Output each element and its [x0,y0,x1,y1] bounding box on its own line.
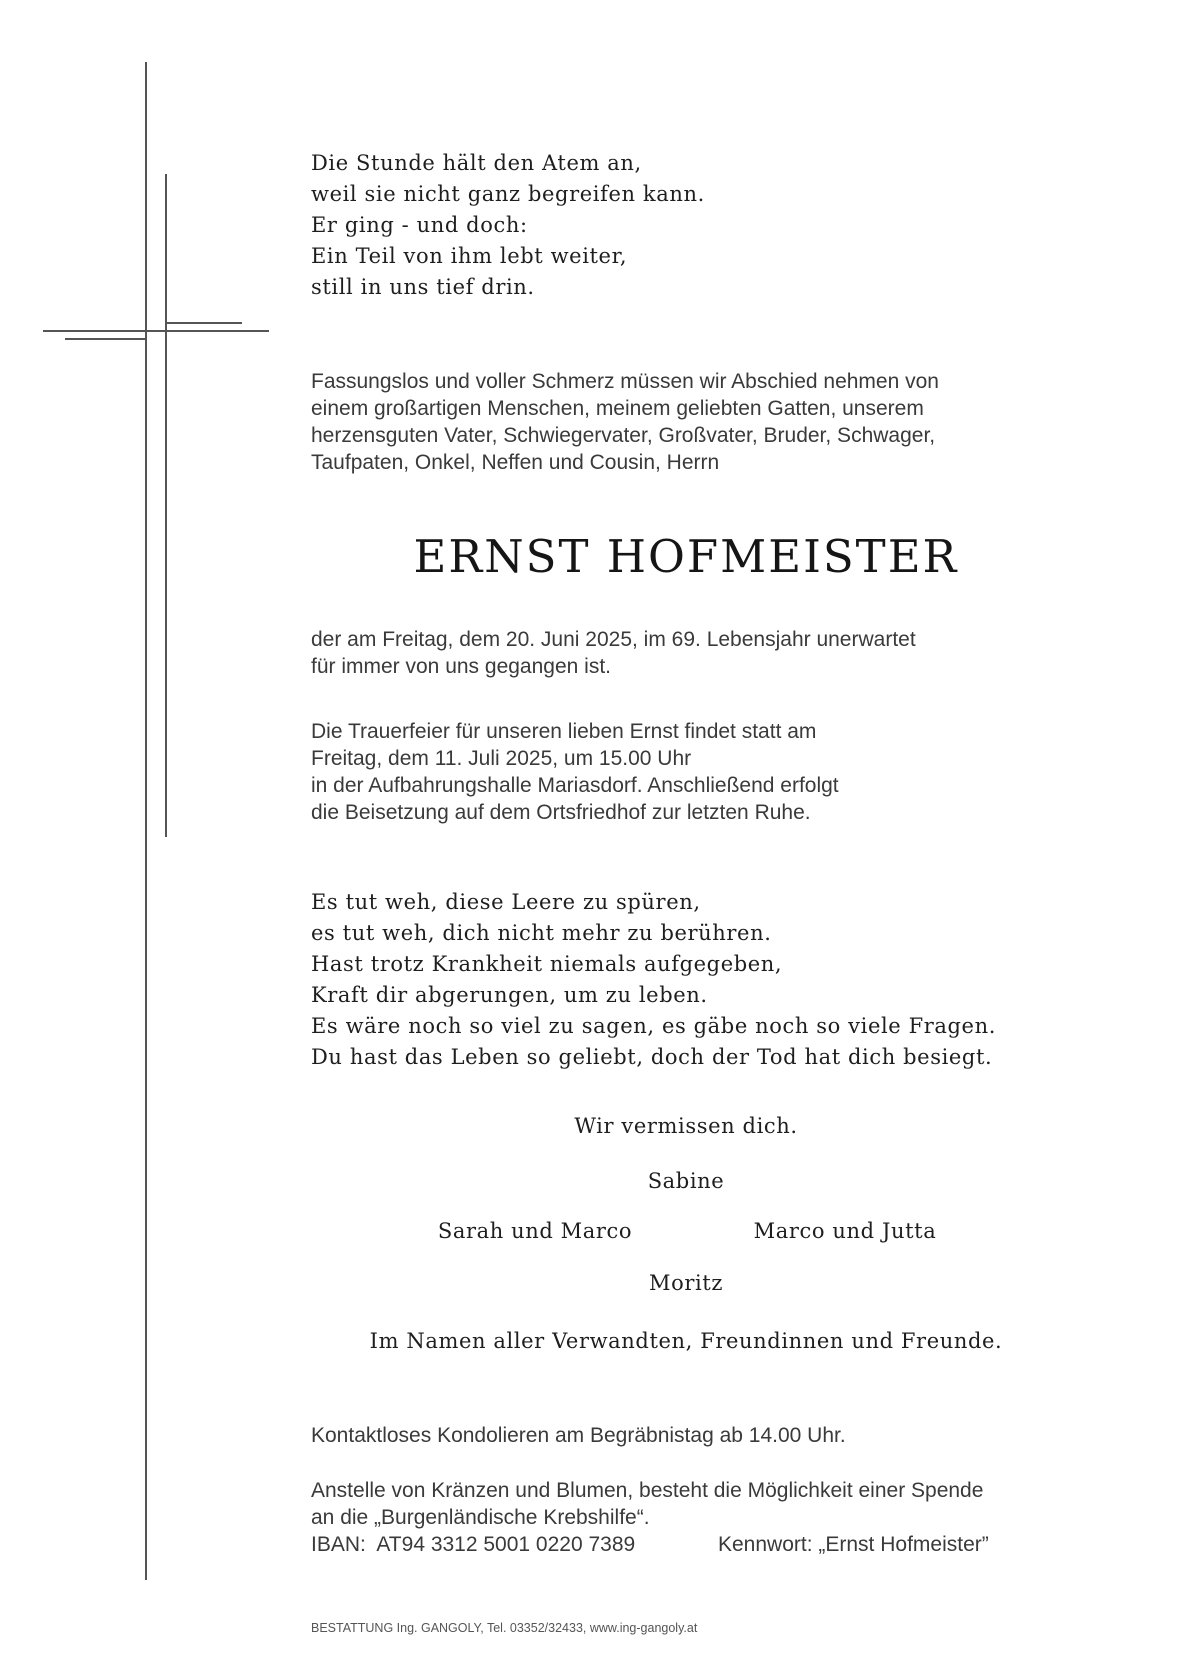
death-notice-line: der am Freitag, dem 20. Juni 2025, im 69. Lebensjahr unerwartet [311,628,916,651]
death-notice [311,626,916,680]
poem-line: weil sie nicht ganz begreifen kann. [311,182,705,206]
intro-line: Taufpaten, Onkel, Neffen und Cousin, Herrn [311,451,720,474]
ceremony-line: die Beisetzung auf dem Ortsfriedhof zur letzten Ruhe. [311,801,811,824]
donation-iban: IBAN: AT94 3312 5001 0220 7389 [311,1533,636,1556]
ceremony-line: in der Aufbahrungshalle Mariasdorf. Anschließend erfolgt [311,774,839,797]
poem-line: still in uns tief drin. [311,275,535,299]
intro-line: herzensguten Vater, Schwiegervater, Großvater, Bruder, Schwager, [311,424,936,447]
poem-line: Kraft dir abgerungen, um zu leben. [311,983,708,1007]
mourner-spouse: Sabine [647,1169,725,1193]
farewell-line: Wir vermissen dich. [574,1114,798,1138]
donation-bank-row [311,1531,1061,1558]
poem-line: Es tut weh, diese Leere zu spüren, [311,890,701,914]
poem-line: Hast trotz Krankheit niemals aufgegeben, [311,952,783,976]
donation-info [311,1477,1061,1558]
poem-line: Ein Teil von ihm lebt weiter, [311,244,628,268]
ceremony-line: Die Trauerfeier für unseren lieben Ernst findet statt am [311,720,817,743]
poem-line: Du hast das Leben so geliebt, doch der Tod hat dich besiegt. [311,1045,993,1069]
intro-line: Fassungslos und voller Schmerz müssen wir Abschied nehmen von [311,370,939,393]
mourner-grandchild: Moritz [648,1271,723,1295]
poem-line: Es wäre noch so viel zu sagen, es gäbe noch so viele Fragen. [311,1014,996,1038]
closing-poem [311,887,996,1073]
donation-line: Anstelle von Kränzen und Blumen, besteht die Möglichkeit einer Spende [311,1479,984,1502]
intro-paragraph [311,368,939,476]
mourner-family-left: Sarah und Marco [437,1219,633,1243]
condolence-note [311,1422,846,1449]
ceremony-info [311,718,839,826]
poem-line: Die Stunde hält den Atem an, [311,151,642,175]
poem-line: es tut weh, dich nicht mehr zu berühren. [311,921,772,945]
mourner-others: Im Namen aller Verwandten, Freundinnen und Freunde. [369,1329,1003,1353]
poem-line: Er ging - und doch: [311,213,528,237]
donation-line: an die „Burgenländische Krebshilfe“. [311,1506,650,1529]
donation-keyword: Kennwort: „Ernst Hofmeister” [718,1533,989,1556]
intro-line: einem großartigen Menschen, meinem geliebten Gatten, unserem [311,397,924,420]
mourner-family-right: Marco und Jutta [753,1219,937,1243]
deceased-name: ERNST HOFMEISTER [413,530,959,583]
death-notice-line: für immer von uns gegangen ist. [311,655,611,678]
opening-poem [311,148,705,303]
condolence-text: Kontaktloses Kondolieren am Begräbnistag ab 14.00 Uhr. [311,1424,846,1447]
ceremony-line: Freitag, dem 11. Juli 2025, um 15.00 Uhr [311,747,692,770]
funeral-home-footer: BESTATTUNG Ing. GANGOLY, Tel. 03352/32433, www.ing-gangoly.at [311,1621,698,1635]
